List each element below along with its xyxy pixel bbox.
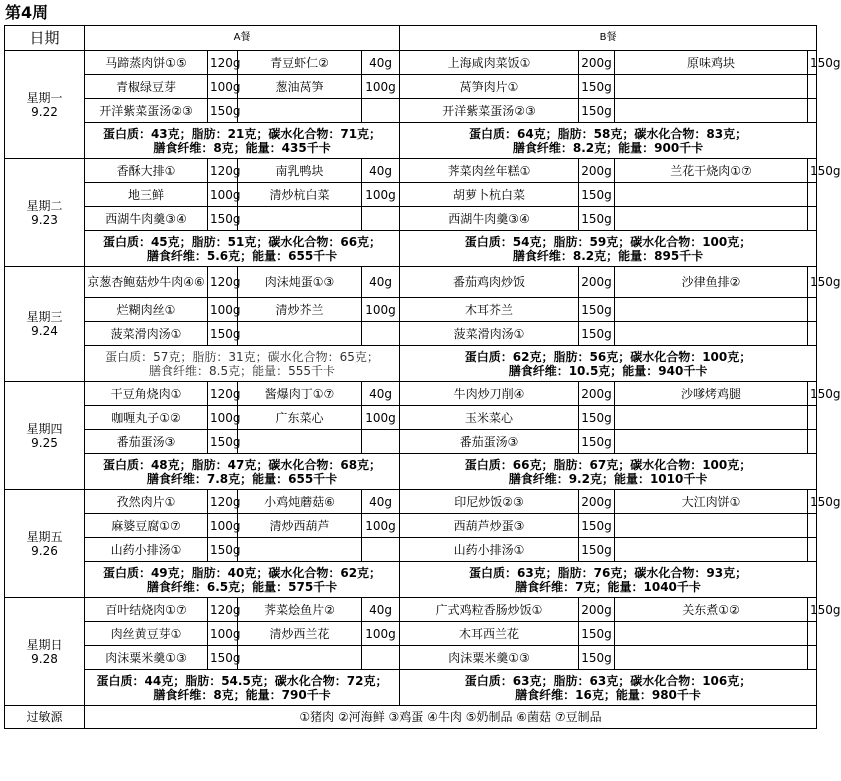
- set-b-side-weight: 150g: [808, 490, 817, 514]
- set-b-main-weight: 200g: [579, 51, 615, 75]
- set-b-main-dish: 印尼炒饭②③: [400, 490, 579, 514]
- set-a-nutrition: [85, 346, 400, 382]
- set-b-nutrition: [400, 346, 817, 382]
- set-a-side-weight: 100g: [362, 622, 400, 646]
- set-b-nutrition: [400, 454, 817, 490]
- set-a-main-weight: 120g: [208, 490, 238, 514]
- set-b-side-dish: 沙律鱼排②: [615, 267, 808, 298]
- set-b-main-weight: 150g: [579, 322, 615, 346]
- set-b-side-weight: 150g: [808, 267, 817, 298]
- set-a-main-weight: 120g: [208, 382, 238, 406]
- set-a-main-dish: 肉沫粟米羹①③: [85, 646, 208, 670]
- set-b-side-dish: [615, 622, 808, 646]
- set-b-nutrition: [400, 670, 817, 706]
- set-b-side-dish: [615, 646, 808, 670]
- nutrition-line: 蛋白质：66克；脂肪：67克；碳水化合物：100克；: [464, 457, 752, 472]
- set-b-main-dish: 山药小排汤①: [400, 538, 579, 562]
- set-a-side-weight: [362, 207, 400, 231]
- set-a-main-dish: 干豆角烧肉①: [85, 382, 208, 406]
- set-a-main-dish: 青椒绿豆芽: [85, 75, 208, 99]
- set-a-main-weight: 150g: [208, 99, 238, 123]
- set-a-main-weight: 120g: [208, 159, 238, 183]
- set-a-main-dish: 开洋紫菜蛋汤②③: [85, 99, 208, 123]
- nutrition-line: 膳食纤维：9.2克；能量：1010千卡: [508, 471, 708, 486]
- set-b-side-dish: 大江肉饼①: [615, 490, 808, 514]
- set-a-side-weight: 100g: [362, 298, 400, 322]
- set-a-nutrition: [85, 454, 400, 490]
- set-b-side-weight: [808, 406, 817, 430]
- nutrition-line: 蛋白质：57克；脂肪：31克；碳水化合物：65克；: [105, 349, 379, 364]
- set-a-main-weight: 150g: [208, 538, 238, 562]
- set-b-main-weight: 150g: [579, 99, 615, 123]
- set-a-side-weight: [362, 430, 400, 454]
- set-b-main-weight: 200g: [579, 382, 615, 406]
- dish-row: [5, 646, 817, 670]
- set-a-main-weight: 120g: [208, 267, 238, 298]
- nutrition-row: [5, 346, 817, 382]
- nutrition-line: 蛋白质：54克；脂肪：59克；碳水化合物：100克；: [464, 234, 752, 249]
- set-a-main-weight: 100g: [208, 406, 238, 430]
- set-b-main-dish: 开洋紫菜蛋汤②③: [400, 99, 579, 123]
- set-b-main-dish: 木耳芥兰: [400, 298, 579, 322]
- set-a-main-dish: 山药小排汤①: [85, 538, 208, 562]
- set-a-main-dish: 京葱杏鲍菇炒牛肉④⑥: [85, 267, 208, 298]
- set-b-side-weight: 150g: [808, 382, 817, 406]
- set-b-main-dish: 胡萝卜杭白菜: [400, 183, 579, 207]
- set-b-main-dish: 番茄蛋汤③: [400, 430, 579, 454]
- set-b-main-weight: 200g: [579, 159, 615, 183]
- set-b-main-dish: 菠菜滑肉汤①: [400, 322, 579, 346]
- nutrition-line: 蛋白质：63克；脂肪：76克；碳水化合物：93克；: [468, 565, 748, 580]
- set-a-main-dish: 地三鲜: [85, 183, 208, 207]
- nutrition-line: 蛋白质：63克；脂肪：63克；碳水化合物：106克；: [464, 673, 752, 688]
- day-cell: [5, 267, 85, 382]
- set-a-side-dish: 荠菜烩鱼片②: [238, 598, 362, 622]
- nutrition-line: 蛋白质：44克；脂肪：54.5克；碳水化合物：72克；: [96, 673, 388, 688]
- set-a-main-dish: 百叶结烧肉①⑦: [85, 598, 208, 622]
- set-b-side-dish: [615, 430, 808, 454]
- date-label: 9.24: [31, 324, 58, 338]
- set-a-main-dish: 麻婆豆腐①⑦: [85, 514, 208, 538]
- set-b-side-dish: [615, 514, 808, 538]
- set-a-side-dish: 清炒西兰花: [238, 622, 362, 646]
- set-b-side-dish: 兰花干烧肉①⑦: [615, 159, 808, 183]
- set-b-nutrition: [400, 562, 817, 598]
- week-title: 第4周: [5, 3, 49, 22]
- day-cell: [5, 159, 85, 267]
- nutrition-line: 蛋白质：64克；脂肪：58克；碳水化合物：83克；: [468, 126, 748, 141]
- set-b-main-dish: 木耳西兰花: [400, 622, 579, 646]
- set-a-nutrition: [85, 562, 400, 598]
- set-b-main-weight: 150g: [579, 514, 615, 538]
- set-b-nutrition: [400, 123, 817, 159]
- set-b-side-weight: [808, 207, 817, 231]
- set-b-side-dish: [615, 322, 808, 346]
- dish-row: [5, 159, 817, 183]
- set-a-main-dish: 咖喱丸子①②: [85, 406, 208, 430]
- set-b-side-weight: [808, 183, 817, 207]
- dish-row: [5, 598, 817, 622]
- set-b-main-dish: 玉米菜心: [400, 406, 579, 430]
- nutrition-line: 膳食纤维：8.5克；能量：555千卡: [149, 363, 336, 378]
- dish-row: [5, 207, 817, 231]
- set-a-main-dish: 西湖牛肉羹③④: [85, 207, 208, 231]
- set-a-side-dish: [238, 430, 362, 454]
- nutrition-row: [5, 562, 817, 598]
- set-b-side-dish: [615, 298, 808, 322]
- set-b-side-dish: 原味鸡块: [615, 51, 808, 75]
- set-b-side-weight: 150g: [808, 51, 817, 75]
- set-a-side-weight: 100g: [362, 183, 400, 207]
- set-a-side-dish: [238, 322, 362, 346]
- set-a-side-dish: 清炒杭白菜: [238, 183, 362, 207]
- allergy-list: ①猪肉 ②河海鲜 ③鸡蛋 ④牛肉 ⑤奶制品 ⑥菌菇 ⑦豆制品: [85, 706, 817, 729]
- dish-row: [5, 99, 817, 123]
- set-b-side-weight: [808, 646, 817, 670]
- set-b-side-weight: [808, 322, 817, 346]
- set-a-side-dish: 肉沫炖蛋①③: [238, 267, 362, 298]
- set-b-main-dish: 荠菜肉丝年糕①: [400, 159, 579, 183]
- set-b-side-dish: [615, 538, 808, 562]
- nutrition-line: 蛋白质：62克；脂肪：56克；碳水化合物：100克；: [464, 349, 752, 364]
- set-a-nutrition: [85, 123, 400, 159]
- set-b-side-dish: 关东煮①②: [615, 598, 808, 622]
- set-a-side-dish: 葱油莴笋: [238, 75, 362, 99]
- set-b-side-dish: 沙嗲烤鸡腿: [615, 382, 808, 406]
- set-a-side-weight: [362, 99, 400, 123]
- allergy-label: 过敏源: [5, 706, 85, 729]
- nutrition-line: 蛋白质：43克；脂肪：21克；碳水化合物：71克；: [102, 126, 382, 141]
- date-label: 9.22: [31, 104, 58, 119]
- set-a-main-weight: 100g: [208, 75, 238, 99]
- dish-row: [5, 51, 817, 75]
- set-b-main-weight: 150g: [579, 183, 615, 207]
- nutrition-line: 蛋白质：49克；脂肪：40克；碳水化合物：62克；: [102, 565, 382, 580]
- nutrition-line: 膳食纤维：6.5克；能量：575千卡: [146, 579, 338, 594]
- date-label: 9.28: [31, 651, 58, 666]
- set-b-main-dish: 广式鸡粒香肠炒饭①: [400, 598, 579, 622]
- set-b-main-weight: 150g: [579, 430, 615, 454]
- weekday-label: 星期三: [26, 310, 63, 324]
- set-b-side-dish: [615, 406, 808, 430]
- day-cell: [5, 382, 85, 490]
- dish-row: [5, 406, 817, 430]
- set-a-main-dish: 孜然肉片①: [85, 490, 208, 514]
- date-header: 日期: [5, 26, 85, 51]
- nutrition-line: 膳食纤维：5.6克；能量：655千卡: [146, 248, 338, 263]
- set-b-main-dish: 牛肉炒刀削④: [400, 382, 579, 406]
- nutrition-line: 膳食纤维：16克；能量：980千卡: [515, 687, 701, 702]
- set-a-main-weight: 100g: [208, 298, 238, 322]
- dish-row: [5, 322, 817, 346]
- set-b-side-weight: [808, 430, 817, 454]
- date-label: 9.25: [31, 435, 58, 450]
- weekday-label: 星期一: [26, 90, 63, 105]
- set-a-side-weight: 40g: [362, 490, 400, 514]
- set-b-header: B餐: [400, 26, 817, 51]
- set-b-main-dish: 莴笋肉片①: [400, 75, 579, 99]
- set-b-main-weight: 150g: [579, 622, 615, 646]
- set-b-main-dish: 上海咸肉菜饭①: [400, 51, 579, 75]
- nutrition-row: [5, 231, 817, 267]
- set-a-main-dish: 烂糊肉丝①: [85, 298, 208, 322]
- nutrition-line: 膳食纤维：8克；能量：790千卡: [153, 687, 331, 702]
- set-b-side-weight: 150g: [808, 598, 817, 622]
- weekday-label: 星期二: [26, 198, 63, 213]
- day-cell: [5, 598, 85, 706]
- set-b-side-dish: [615, 183, 808, 207]
- set-a-main-dish: 香酥大排①: [85, 159, 208, 183]
- set-a-side-weight: 40g: [362, 159, 400, 183]
- nutrition-line: 膳食纤维：7克；能量：1040千卡: [515, 579, 701, 594]
- set-a-side-dish: [238, 538, 362, 562]
- date-label: 9.26: [31, 543, 58, 558]
- set-a-side-dish: [238, 646, 362, 670]
- set-a-main-weight: 150g: [208, 430, 238, 454]
- set-b-side-weight: [808, 514, 817, 538]
- date-label: 9.23: [31, 212, 58, 227]
- dish-row: [5, 514, 817, 538]
- set-a-side-weight: 40g: [362, 382, 400, 406]
- set-a-main-weight: 100g: [208, 622, 238, 646]
- dish-row: [5, 75, 817, 99]
- weekday-label: 星期四: [26, 421, 63, 436]
- set-a-side-weight: [362, 538, 400, 562]
- set-a-side-dish: 青豆虾仁②: [238, 51, 362, 75]
- set-b-side-weight: [808, 622, 817, 646]
- set-a-side-weight: 40g: [362, 267, 400, 298]
- set-a-side-weight: 40g: [362, 598, 400, 622]
- dish-row: [5, 183, 817, 207]
- set-b-nutrition: [400, 231, 817, 267]
- dish-row: [5, 298, 817, 322]
- set-a-nutrition: [85, 231, 400, 267]
- nutrition-line: 膳食纤维：8.2克；能量：895千卡: [512, 248, 704, 263]
- dish-row: [5, 430, 817, 454]
- set-a-main-dish: 肉丝黄豆芽①: [85, 622, 208, 646]
- set-b-side-weight: [808, 538, 817, 562]
- nutrition-row: [5, 454, 817, 490]
- day-cell: [5, 51, 85, 159]
- nutrition-line: 蛋白质：45克；脂肪：51克；碳水化合物：66克；: [102, 234, 382, 249]
- set-a-side-dish: [238, 99, 362, 123]
- set-b-main-weight: 200g: [579, 598, 615, 622]
- set-b-main-weight: 150g: [579, 298, 615, 322]
- set-a-side-weight: 100g: [362, 75, 400, 99]
- set-a-header: A餐: [85, 26, 400, 51]
- dish-row: [5, 490, 817, 514]
- set-a-side-weight: [362, 646, 400, 670]
- set-a-main-weight: 120g: [208, 598, 238, 622]
- set-b-main-weight: 150g: [579, 646, 615, 670]
- set-a-main-weight: 120g: [208, 51, 238, 75]
- nutrition-line: 膳食纤维：8.2克；能量：900千卡: [512, 140, 704, 155]
- set-a-side-dish: 广东菜心: [238, 406, 362, 430]
- set-a-main-weight: 150g: [208, 646, 238, 670]
- set-a-main-weight: 150g: [208, 322, 238, 346]
- dish-row: [5, 622, 817, 646]
- set-a-side-dish: 酱爆肉丁①⑦: [238, 382, 362, 406]
- set-b-side-dish: [615, 99, 808, 123]
- set-a-side-weight: 100g: [362, 514, 400, 538]
- set-b-main-dish: 肉沫粟米羹①③: [400, 646, 579, 670]
- set-b-side-weight: [808, 75, 817, 99]
- set-b-main-weight: 200g: [579, 267, 615, 298]
- set-b-main-dish: 西葫芦炒蛋③: [400, 514, 579, 538]
- menu-table: [4, 25, 841, 729]
- set-b-main-weight: 150g: [579, 406, 615, 430]
- set-b-main-dish: 西湖牛肉羹③④: [400, 207, 579, 231]
- weekday-label: 星期五: [26, 529, 63, 544]
- set-b-side-weight: [808, 99, 817, 123]
- set-a-nutrition: [85, 670, 400, 706]
- set-a-main-weight: 100g: [208, 183, 238, 207]
- set-b-side-dish: [615, 207, 808, 231]
- set-b-side-dish: [615, 75, 808, 99]
- set-b-main-weight: 200g: [579, 490, 615, 514]
- set-a-main-weight: 150g: [208, 207, 238, 231]
- set-a-side-dish: 清炒西葫芦: [238, 514, 362, 538]
- nutrition-row: [5, 670, 817, 706]
- nutrition-line: 膳食纤维：7.8克；能量：655千卡: [146, 471, 338, 486]
- set-a-side-weight: 100g: [362, 406, 400, 430]
- nutrition-line: 膳食纤维：10.5克；能量：940千卡: [508, 363, 708, 378]
- set-a-side-weight: [362, 322, 400, 346]
- weekday-label: 星期日: [26, 637, 63, 652]
- set-b-main-weight: 150g: [579, 75, 615, 99]
- nutrition-line: 膳食纤维：8克；能量：435千卡: [153, 140, 331, 155]
- dish-row: [5, 267, 817, 298]
- nutrition-row: [5, 123, 817, 159]
- set-a-main-dish: 马蹄蒸肉饼①⑤: [85, 51, 208, 75]
- dish-row: [5, 382, 817, 406]
- set-b-side-weight: 150g: [808, 159, 817, 183]
- set-a-side-dish: 小鸡炖蘑菇⑥: [238, 490, 362, 514]
- set-b-side-weight: [808, 298, 817, 322]
- set-a-main-dish: 菠菜滑肉汤①: [85, 322, 208, 346]
- set-a-side-weight: 40g: [362, 51, 400, 75]
- nutrition-line: 蛋白质：48克；脂肪：47克；碳水化合物：68克；: [102, 457, 382, 472]
- set-a-side-dish: [238, 207, 362, 231]
- allergy-row: [5, 706, 817, 729]
- set-b-main-dish: 番茄鸡肉炒饭: [400, 267, 579, 298]
- set-a-main-dish: 番茄蛋汤③: [85, 430, 208, 454]
- set-a-side-dish: 南乳鸭块: [238, 159, 362, 183]
- day-cell: [5, 490, 85, 598]
- set-a-main-weight: 100g: [208, 514, 238, 538]
- set-b-main-weight: 150g: [579, 538, 615, 562]
- header-row: [5, 26, 817, 51]
- set-b-main-weight: 150g: [579, 207, 615, 231]
- set-a-side-dish: 清炒芥兰: [238, 298, 362, 322]
- dish-row: [5, 538, 817, 562]
